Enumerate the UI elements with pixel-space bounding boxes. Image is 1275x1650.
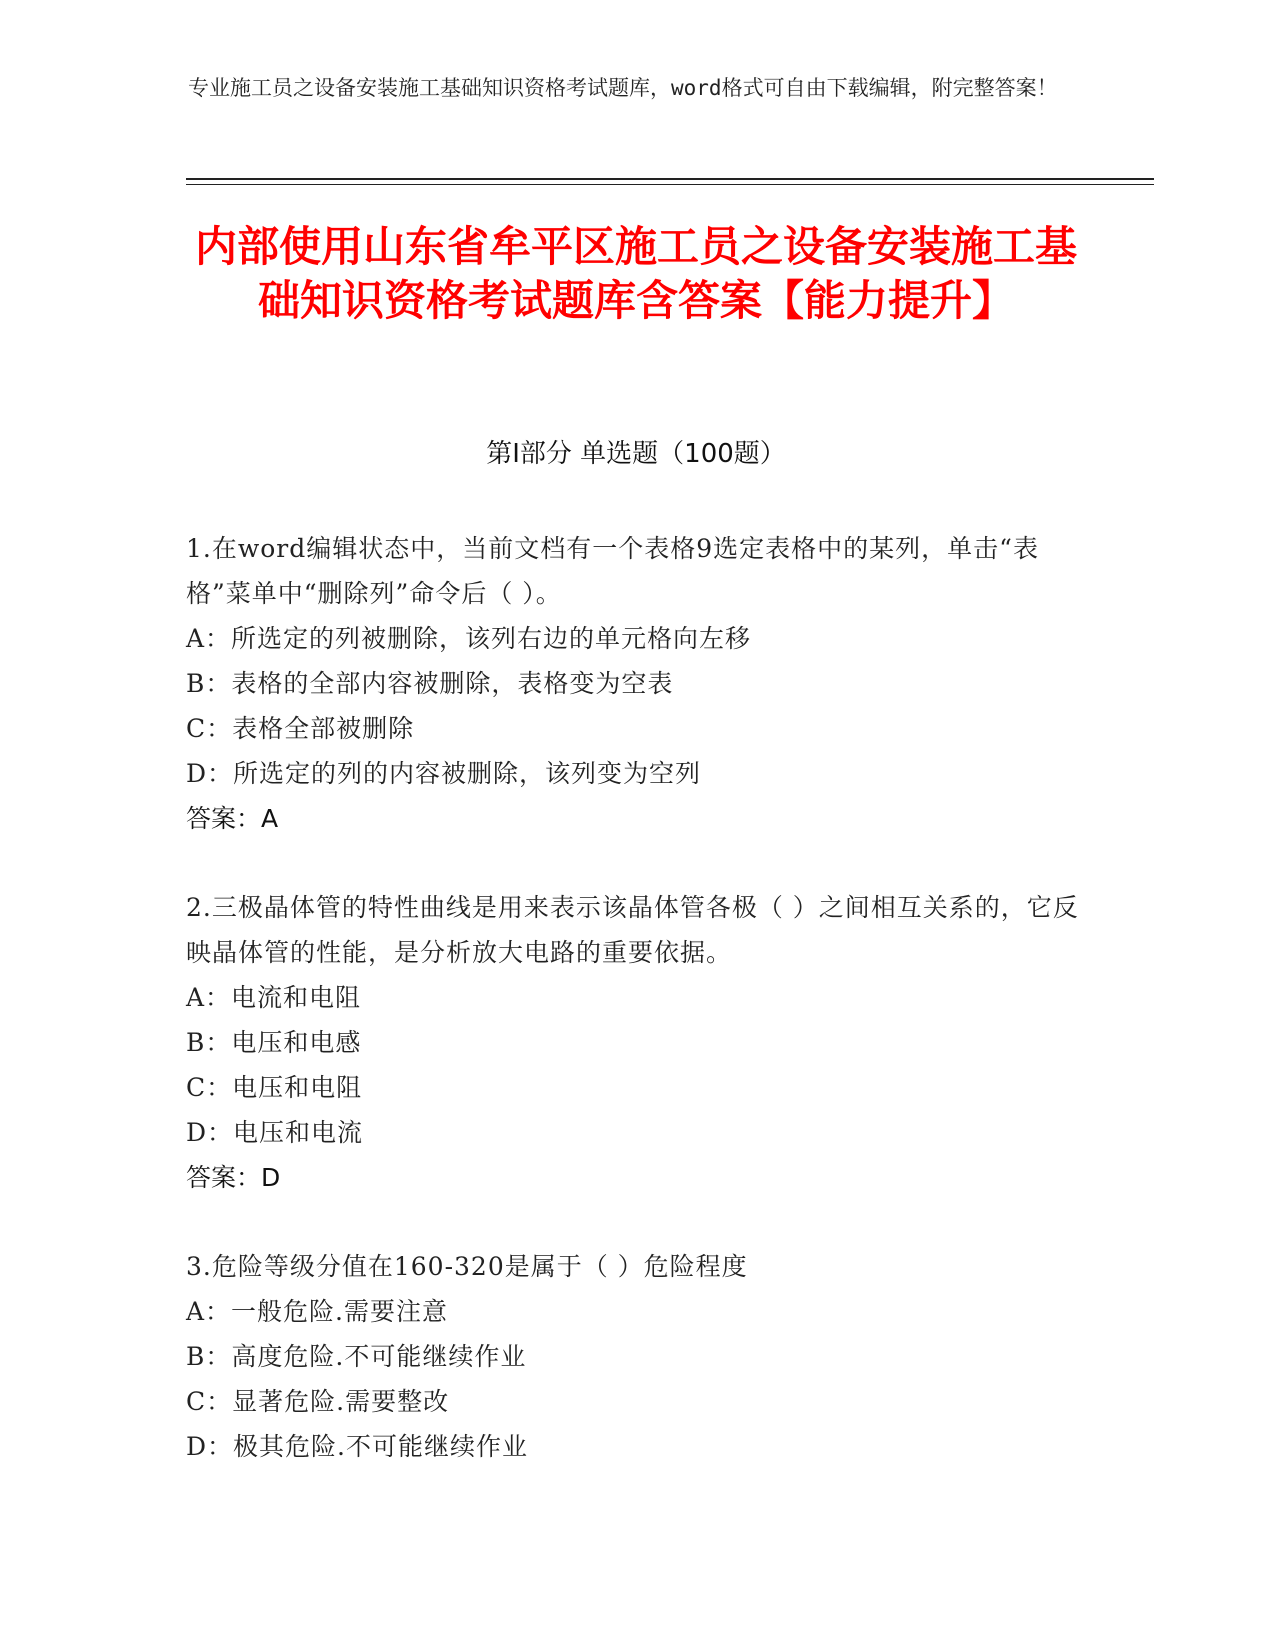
question-list	[186, 526, 1086, 1513]
option-a: A：所选定的列被删除，该列右边的单元格向左移	[186, 624, 752, 653]
question-stem: 2.三极晶体管的特性曲线是用来表示该晶体管各极（ ）之间相互关系的，它反映晶体管的性能，是分析放大电路的重要依据。	[186, 893, 1079, 967]
option-c: C：显著危险.需要整改	[186, 1387, 450, 1416]
option-a: A：一般危险.需要注意	[186, 1297, 449, 1326]
option-b: B：电压和电感	[186, 1028, 362, 1057]
option-b: B：表格的全部内容被删除，表格变为空表	[186, 669, 674, 698]
option-d: D：所选定的列的内容被删除，该列变为空列	[186, 759, 702, 788]
question-2	[186, 885, 1086, 1200]
question-stem: 1.在word编辑状态中，当前文档有一个表格9选定表格中的某列，单击“表格”菜单中“删除列”命令后（ ）。	[186, 534, 1039, 608]
answer-line: 答案：D	[186, 1163, 281, 1192]
question-3	[186, 1244, 1086, 1469]
header-divider-thick	[186, 178, 1154, 180]
answer-line: 答案：A	[186, 804, 279, 833]
document-title: 内部使用山东省牟平区施工员之设备安装施工基础知识资格考试题库含答案【能力提升】	[194, 222, 1077, 325]
option-c: C：表格全部被删除	[186, 714, 415, 743]
question-1	[186, 526, 1086, 841]
option-a: A：电流和电阻	[186, 983, 362, 1012]
question-stem: 3.危险等级分值在160-320是属于（ ）危险程度	[186, 1252, 748, 1281]
header-divider-thin	[186, 184, 1154, 185]
option-d: D：电压和电流	[186, 1118, 364, 1147]
header-note: 专业施工员之设备安装施工基础知识资格考试题库，word格式可自由下载编辑，附完整答案！	[188, 76, 1058, 100]
option-c: C：电压和电阻	[186, 1073, 363, 1102]
option-b: B：高度危险.不可能继续作业	[186, 1342, 527, 1371]
section-title: 第I部分 单选题（100题）	[486, 439, 786, 469]
option-d: D：极其危险.不可能继续作业	[186, 1432, 528, 1461]
